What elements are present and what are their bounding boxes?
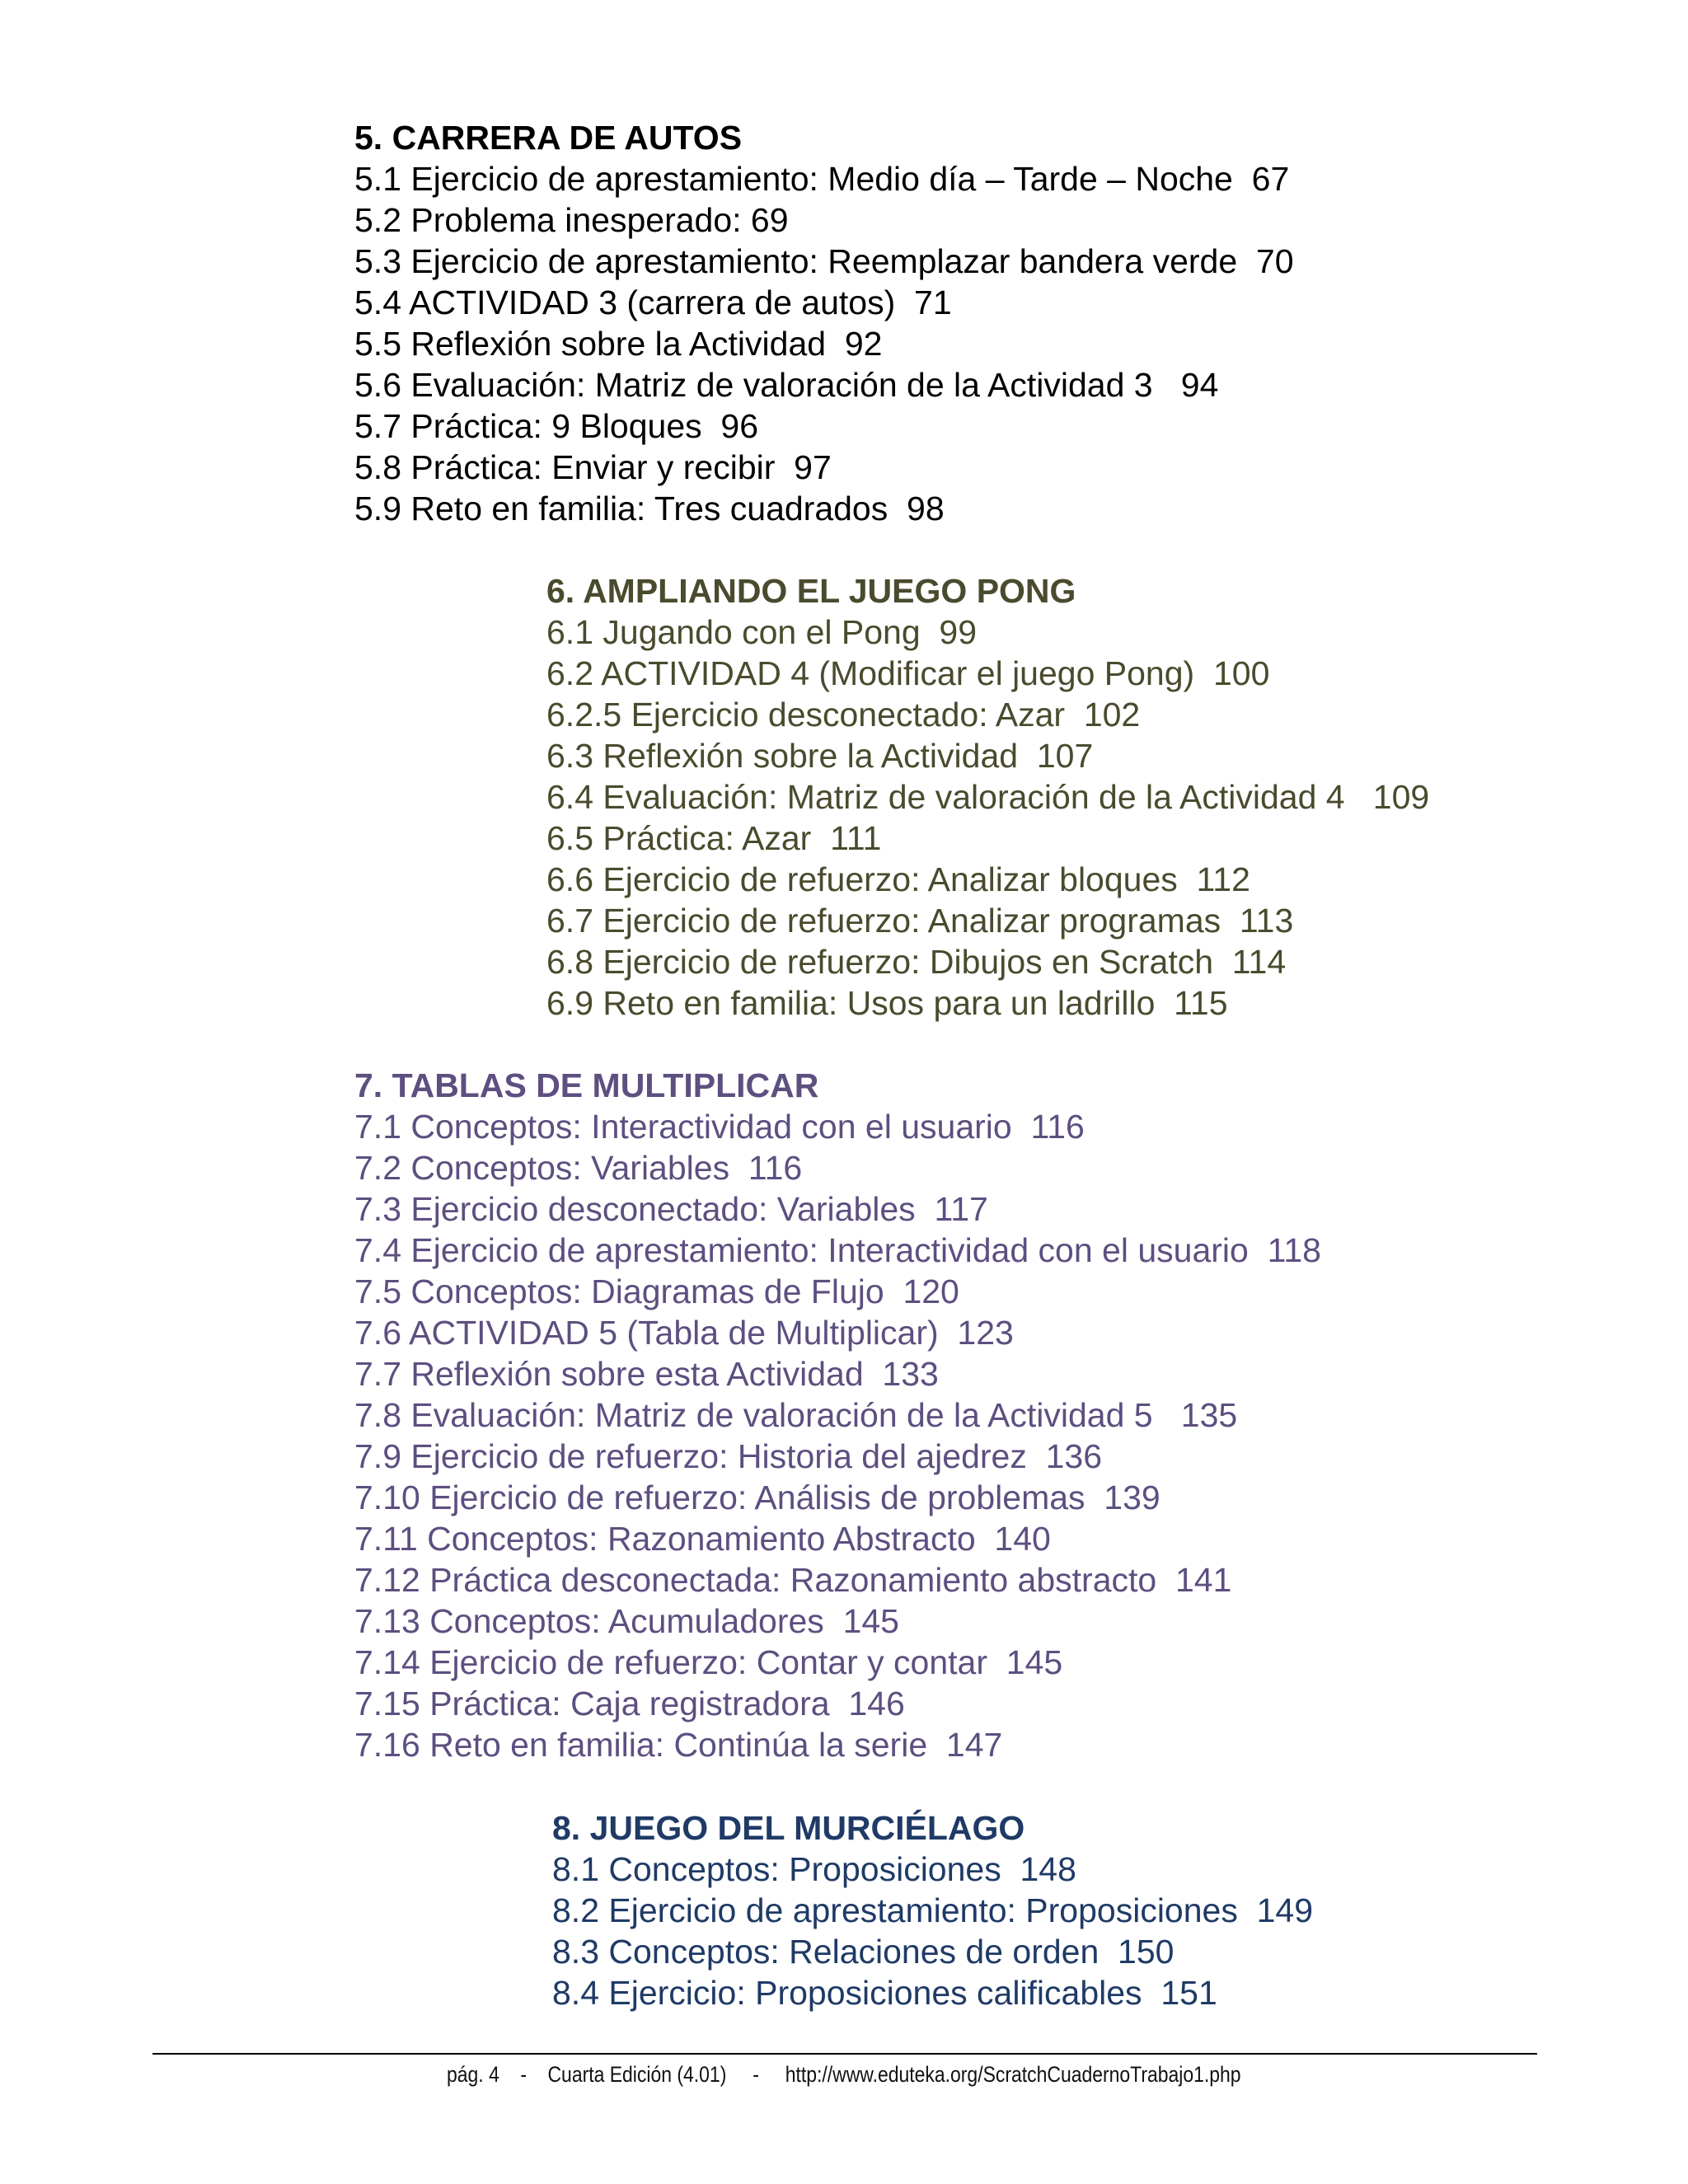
toc-section-7 <box>354 1065 1321 1765</box>
toc-section-8 <box>552 1807 1313 2013</box>
toc-entry: 6.7 Ejercicio de refuerzo: Analizar programas 113 <box>546 902 1294 940</box>
section-title: 6. AMPLIANDO EL JUEGO PONG <box>546 572 1076 610</box>
toc-entry: 7.9 Ejercicio de refuerzo: Historia del ajedrez 136 <box>354 1437 1103 1475</box>
toc-entry: 7.4 Ejercicio de aprestamiento: Interactividad con el usuario 118 <box>354 1231 1321 1269</box>
toc-entry: 5.4 ACTIVIDAD 3 (carrera de autos) 71 <box>354 284 952 321</box>
toc-entry: 5.7 Práctica: 9 Bloques 96 <box>354 407 759 445</box>
section-title: 5. CARRERA DE AUTOS <box>354 119 743 157</box>
toc-entry: 7.6 ACTIVIDAD 5 (Tabla de Multiplicar) 123 <box>354 1314 1014 1352</box>
toc-entry: 7.10 Ejercicio de refuerzo: Análisis de problemas 139 <box>354 1479 1160 1516</box>
toc-entry: 5.9 Reto en familia: Tres cuadrados 98 <box>354 490 945 527</box>
toc-entry: 7.5 Conceptos: Diagramas de Flujo 120 <box>354 1272 959 1310</box>
section-title: 7. TABLAS DE MULTIPLICAR <box>354 1066 819 1104</box>
toc-entry: 6.3 Reflexión sobre la Actividad 107 <box>546 737 1094 775</box>
toc-entry: 7.13 Conceptos: Acumuladores 145 <box>354 1602 899 1640</box>
footer-divider <box>152 2053 1537 2055</box>
toc-entry: 7.14 Ejercicio de refuerzo: Contar y contar 145 <box>354 1643 1063 1681</box>
toc-section-6 <box>546 570 1429 1024</box>
toc-entry: 6.6 Ejercicio de refuerzo: Analizar bloques 112 <box>546 860 1250 898</box>
toc-entry: 6.8 Ejercicio de refuerzo: Dibujos en Scratch 114 <box>546 943 1287 981</box>
toc-entry: 5.2 Problema inesperado: 69 <box>354 201 789 239</box>
toc-entry: 8.1 Conceptos: Proposiciones 148 <box>552 1850 1076 1888</box>
toc-entry: 7.16 Reto en familia: Continúa la serie 147 <box>354 1726 1003 1764</box>
toc-entry: 6.2.5 Ejercicio desconectado: Azar 102 <box>546 696 1141 733</box>
toc-entry: 7.3 Ejercicio desconectado: Variables 117 <box>354 1190 988 1228</box>
toc-entry: 5.8 Práctica: Enviar y recibir 97 <box>354 448 832 486</box>
toc-entry: 7.2 Conceptos: Variables 116 <box>354 1149 803 1187</box>
toc-entry: 5.5 Reflexión sobre la Actividad 92 <box>354 325 883 363</box>
toc-entry: 7.7 Reflexión sobre esta Actividad 133 <box>354 1355 939 1393</box>
toc-entry: 7.12 Práctica desconectada: Razonamiento abstracto 141 <box>354 1561 1232 1599</box>
toc-entry: 6.9 Reto en familia: Usos para un ladrillo 115 <box>546 984 1228 1022</box>
page-footer <box>0 2061 1688 2088</box>
toc-entry: 5.6 Evaluación: Matriz de valoración de la Actividad 3 94 <box>354 366 1219 404</box>
toc-entry: 5.1 Ejercicio de aprestamiento: Medio día – Tarde – Noche 67 <box>354 160 1290 198</box>
toc-entry: 7.1 Conceptos: Interactividad con el usuario 116 <box>354 1108 1085 1146</box>
toc-section-5 <box>354 117 1294 529</box>
toc-entry: 6.5 Práctica: Azar 111 <box>546 819 882 857</box>
toc-entry: 6.1 Jugando con el Pong 99 <box>546 613 978 651</box>
toc-entry: 6.4 Evaluación: Matriz de valoración de la Actividad 4 109 <box>546 778 1430 816</box>
toc-entry: 6.2 ACTIVIDAD 4 (Modificar el juego Pong) 100 <box>546 654 1270 692</box>
toc-entry: 8.3 Conceptos: Relaciones de orden 150 <box>552 1933 1175 1971</box>
toc-entry: 7.15 Práctica: Caja registradora 146 <box>354 1685 905 1722</box>
toc-entry: 5.3 Ejercicio de aprestamiento: Reemplazar bandera verde 70 <box>354 242 1294 280</box>
toc-entry: 8.4 Ejercicio: Proposiciones calificables 151 <box>552 1974 1217 2012</box>
footer-text: pág. 4 - Cuarta Edición (4.01) - http://www.eduteka.org/ScratchCuadernoTrabajo1.php <box>447 2062 1241 2087</box>
toc-entry: 7.11 Conceptos: Razonamiento Abstracto 140 <box>354 1520 1051 1558</box>
toc-entry: 8.2 Ejercicio de aprestamiento: Proposiciones 149 <box>552 1891 1314 1929</box>
toc-entry: 7.8 Evaluación: Matriz de valoración de la Actividad 5 135 <box>354 1396 1238 1434</box>
section-title: 8. JUEGO DEL MURCIÉLAGO <box>552 1809 1025 1847</box>
